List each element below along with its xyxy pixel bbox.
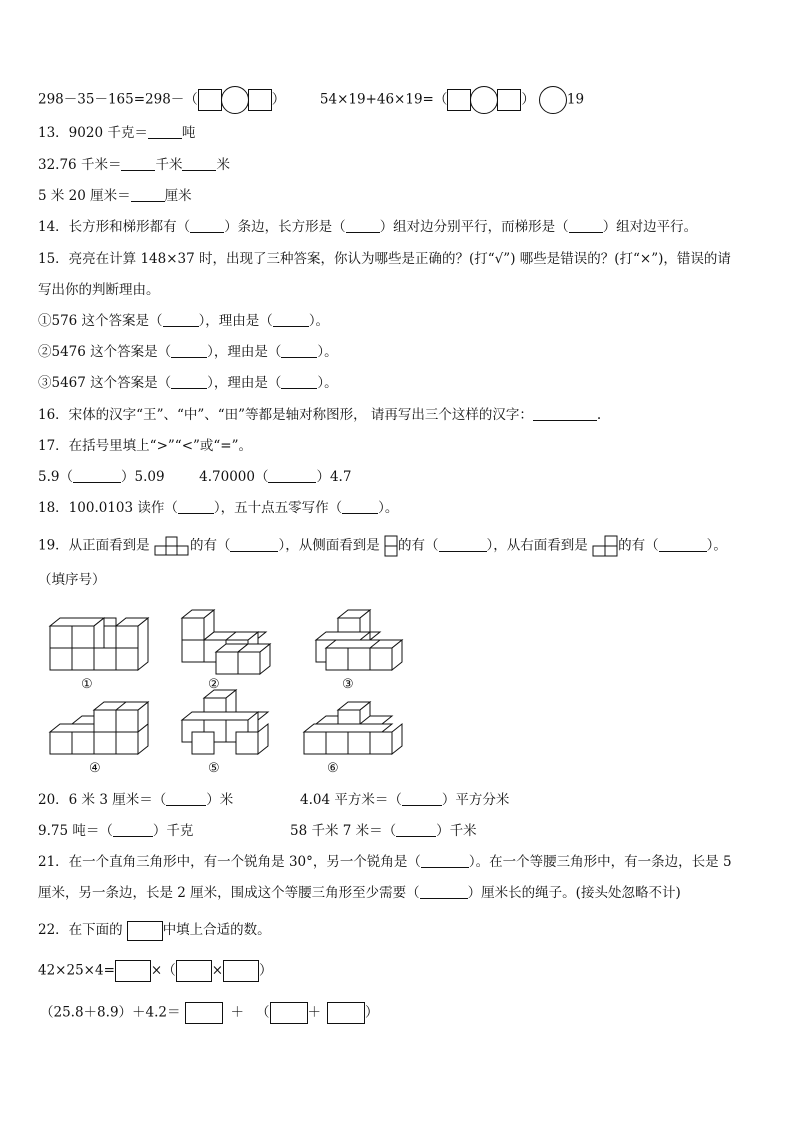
figure-6-label: ⑥ [327,761,339,776]
q13-unit: 千米 [155,157,183,173]
q21-text: 厘米，另一条边，长是 2 厘米，围成这个等腰三角形至少需要（ [38,885,420,901]
answer-blank[interactable] [346,218,380,233]
q15-item-text: ），理由是（ [207,375,282,391]
q22-text: ×（ [150,962,176,979]
figure-4-cubes [50,702,148,754]
figure-5-cubes [182,690,268,754]
q18-text: ）。 [378,500,399,516]
q13-line-1 [38,123,195,143]
q15-item-text: ）。 [317,375,338,391]
q15-line-1: 15．亮亮在计算 148×37 时，出现了三种答案，你认为哪些是正确的？(打“√”) 哪些是错误的？(打“×”)，错误的请 [38,251,731,267]
q20-text: ）千克 [152,823,194,839]
q20-row-1-col-2 [300,790,509,810]
q18-line [38,498,398,518]
q15-line-2: 写出你的判断理由。 [38,282,160,298]
q15-item-3 [38,373,338,393]
answer-blank[interactable] [178,499,214,514]
cube-figures [40,606,410,774]
answer-blank[interactable] [163,312,199,327]
figure-6-cubes [304,702,402,754]
q14-text: ）组对边分别平行，而梯形是（ [379,219,569,235]
q22-text: ＋ [307,1004,321,1021]
q21-line-1 [38,852,732,872]
answer-blank[interactable] [421,853,469,868]
q21-text: 21．在一个直角三角形中，有一个锐角是 30°，另一个锐角是（ [38,854,421,870]
figure-3-cubes [316,610,402,670]
answer-box[interactable] [248,89,272,111]
q15-item-text: ），理由是（ [198,313,273,329]
q17-title: 17．在括号里填上“>”“<”或“=”。 [38,438,253,454]
answer-blank[interactable] [268,468,316,483]
operator-circle[interactable] [221,86,249,114]
q17-text: 5.9（ [38,469,73,485]
figure-4-label: ④ [89,761,101,776]
answer-blank[interactable] [533,406,597,421]
q22-text: （25.8＋8.9）＋4.2＝ [40,1004,181,1021]
q13-text: 5 米 20 厘米＝ [38,188,131,204]
figure-1-cubes [50,618,148,670]
answer-box[interactable] [115,960,151,982]
q20-text: ）平方分米 [441,792,510,808]
q22-text: × [211,962,224,979]
q12-line [38,86,584,114]
q19-text: ），从侧面看到是 [278,537,380,554]
q15-item-text: ②5476 这个答案是（ [38,344,172,360]
answer-box[interactable] [198,89,222,111]
answer-blank[interactable] [420,884,468,899]
answer-blank[interactable] [131,187,165,202]
q16-text: . [596,407,602,423]
answer-box[interactable] [497,89,521,111]
q15-item-text: ）。 [308,313,330,329]
q14-line [38,217,697,237]
q16-line [38,405,601,425]
q20-row-2-col-1 [38,821,193,841]
answer-blank[interactable] [439,537,487,552]
q17-text: ）4.7 [316,469,352,485]
answer-box[interactable] [223,960,259,982]
answer-blank[interactable] [342,499,378,514]
figure-1-label: ① [81,677,93,692]
q22-text: ＋ [230,1004,244,1021]
q15-item-text: ①576 这个答案是（ [38,313,163,329]
q20-text: ）米 [206,792,234,808]
q22-text: 42×25×4= [38,962,115,979]
q20-text: 9.75 吨＝（ [38,823,113,839]
q19-text: 的有（ [189,537,231,554]
q12-eq1-left: 298－35－165=298－（ [38,91,198,108]
q22-eq-1 [38,960,273,982]
q13-text: 13．9020 千克＝ [38,125,148,141]
answer-box[interactable] [185,1002,223,1024]
q22-text: （ [256,1004,270,1021]
right-view-shape-icon [592,535,618,557]
q19-text: ），从右面看到是 [486,537,588,554]
q12-eq2-left: 54×19+46×19=（ [319,91,448,108]
q19-text: 的有（ [398,537,439,554]
q19-line [38,535,727,557]
answer-blank[interactable] [402,791,442,806]
sample-box-icon [127,921,163,941]
q21-line-2 [38,883,681,903]
answer-blank[interactable] [190,218,224,233]
answer-blank[interactable] [396,822,436,837]
answer-box[interactable] [176,960,212,982]
answer-box[interactable] [270,1002,308,1024]
q15-item-text: ），理由是（ [207,344,282,360]
q22-title [38,920,271,941]
q14-text: ）条边，长方形是（ [224,219,346,235]
q22-eq-2 [40,1002,379,1024]
q21-text: ）。在一个等腰三角形中，有一条边，长是 5 [468,854,732,870]
answer-blank[interactable] [73,468,121,483]
q13-line-2 [38,155,230,175]
q18-text: ），五十点五零写作（ [213,500,343,516]
q13-line-3 [38,186,192,206]
q17-text: ）5.09 [120,469,165,485]
operator-circle[interactable] [539,86,567,114]
answer-blank[interactable] [113,822,153,837]
answer-blank[interactable] [659,537,707,552]
q12-eq2-tail: 19 [566,91,585,108]
q19-text: 的有（ [618,537,659,554]
answer-blank[interactable] [281,374,317,389]
answer-blank[interactable] [281,343,317,358]
front-view-shape-icon [154,536,190,556]
q21-text: ）厘米长的绳子。(接头处忽略不计) [467,885,681,901]
operator-circle[interactable] [470,86,498,114]
answer-box[interactable] [327,1002,365,1024]
q22-text: 中填上合适的数。 [162,922,271,938]
q14-text: ）组对边平行。 [602,219,698,235]
q15-item-text: ③5467 这个答案是（ [38,375,172,391]
q22-text: ） [365,1004,379,1021]
q12-eq1-right: ） [271,91,286,108]
answer-blank[interactable] [171,374,207,389]
answer-blank[interactable] [182,156,216,171]
q17-row [38,467,351,487]
q13-unit: 厘米 [164,188,192,204]
answer-box[interactable] [447,89,471,111]
side-view-shape-icon [384,535,398,557]
q20-text: 58 千米 7 米＝（ [290,823,397,839]
answer-blank[interactable] [148,124,182,139]
figure-5-label: ⑤ [208,761,220,776]
q15-item-2 [38,342,338,362]
q18-text: 18．100.0103 读作（ [38,500,178,516]
answer-blank[interactable] [569,218,603,233]
answer-blank[interactable] [121,156,155,171]
q22-text: ） [259,962,273,979]
figure-2-label: ② [208,677,220,692]
q20-text: 4.04 平方米＝（ [300,792,402,808]
q14-text: 14．长方形和梯形都有（ [38,219,191,235]
q19-text: ）。 [706,537,727,554]
answer-blank[interactable] [171,343,207,358]
q13-text: 32.76 千米＝ [38,157,122,173]
answer-blank[interactable] [230,537,278,552]
q15-item-1 [38,311,329,331]
q12-eq2-right: ） [521,91,535,108]
figure-2-cubes [182,610,270,674]
q20-row-1-col-1 [38,790,233,810]
q20-text: 20．6 米 3 厘米＝（ [38,792,167,808]
q22-text: 22．在下面的 [38,922,123,938]
answer-blank[interactable] [273,312,309,327]
q15-item-text: ）。 [317,344,338,360]
q17-text: 4.70000（ [199,469,269,485]
q20-row-2-col-2 [290,821,477,841]
answer-blank[interactable] [166,791,206,806]
q13-unit: 吨 [181,125,196,141]
q16-text: 16．宋体的汉字“王”、“中”、“田”等都是轴对称图形， 请再写出三个这样的汉字： [38,407,533,423]
figure-3-label: ③ [342,677,354,692]
q13-unit: 米 [216,157,230,173]
q20-text: ）千米 [436,823,477,839]
q19-text: 19．从正面看到是 [38,537,150,554]
q19-note: （填序号） [38,572,106,588]
